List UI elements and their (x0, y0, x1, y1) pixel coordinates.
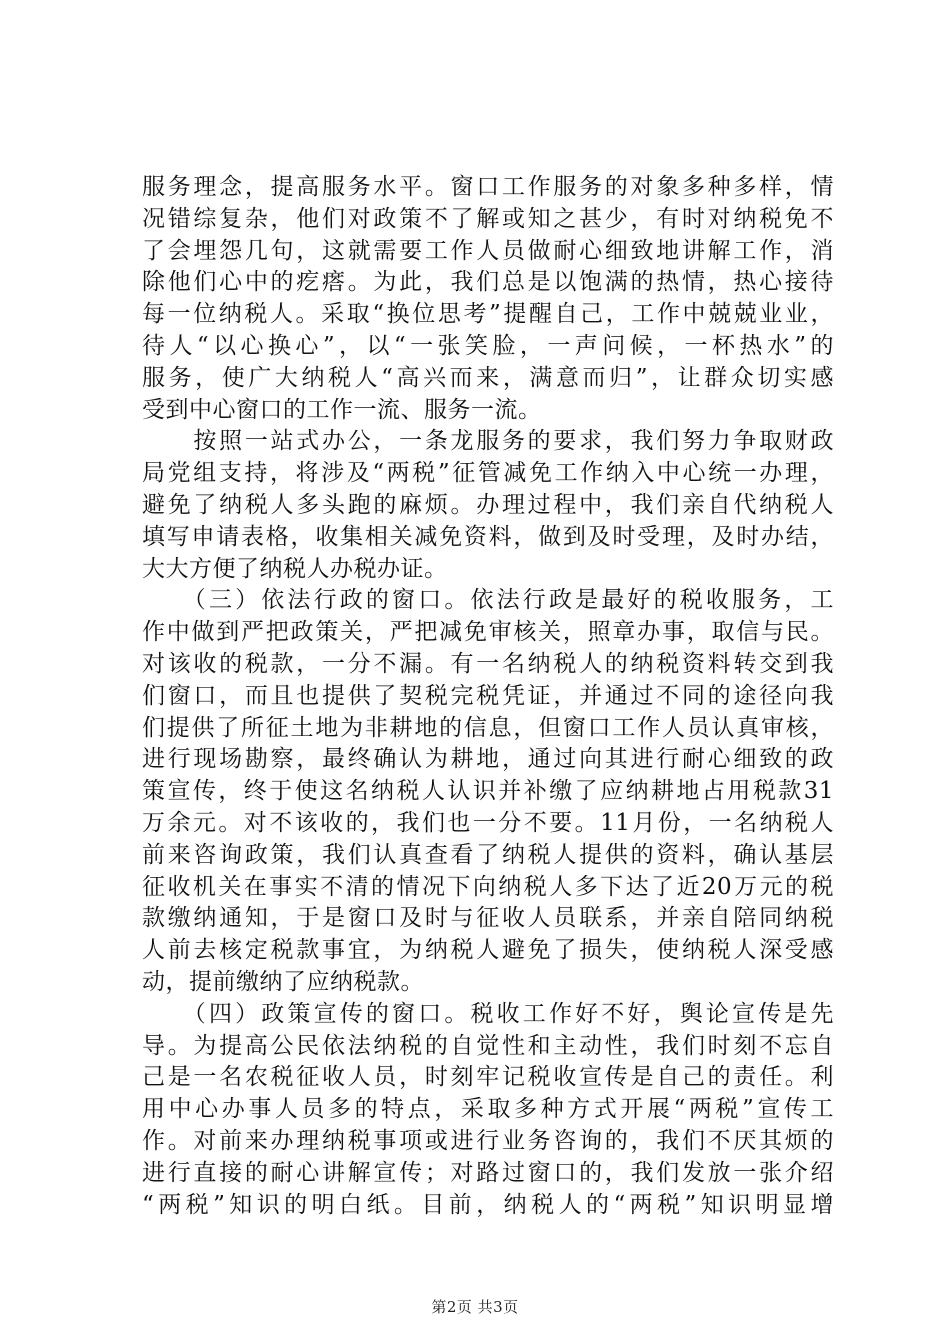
text-line: 对该收的税款，一分不漏。有一名纳税人的纳税资料转交到我 (142, 650, 834, 677)
text-line: 作中做到严把政策关，严把减免审核关，照章办事，取信与民。 (142, 619, 834, 646)
paragraph (142, 426, 834, 585)
text-line: 动，提前缴纳了应纳税款。 (142, 968, 424, 995)
text-line: 人前去核定税款事宜，为纳税人避免了损失，使纳税人深受感 (142, 937, 834, 964)
text-line: 避免了纳税人多头跑的麻烦。办理过程中，我们亲自代纳税人 (142, 491, 834, 518)
document-body (142, 172, 834, 1221)
text-line: 策宣传，终于使这名纳税人认识并补缴了应纳耕地占用税款31 (142, 778, 834, 805)
text-line: 填写申请表格，收集相关减免资料，做到及时受理，及时办结， (142, 523, 834, 550)
text-line: 按照一站式办公，一条龙服务的要求，我们努力争取财政 (142, 428, 834, 455)
text-line: 除他们心中的疙瘩。为此，我们总是以饱满的热情，热心接待 (142, 269, 834, 296)
text-line: 己是一名农税征收人员，时刻牢记税收宣传是自己的责任。利 (142, 1064, 834, 1091)
text-line: 款缴纳通知，于是窗口及时与征收人员联系，并亲自陪同纳税 (142, 905, 834, 932)
text-line: 每一位纳税人。采取“换位思考”提醒自己，工作中兢兢业业， (142, 301, 834, 328)
text-line: 局党组支持，将涉及“两税”征管减免工作纳入中心统一办理， (142, 460, 834, 487)
text-line: 进行直接的耐心讲解宣传；对路过窗口的，我们发放一张介绍 (142, 1159, 834, 1186)
text-line: （三）依法行政的窗口。依法行政是最好的税收服务，工 (142, 587, 834, 614)
text-line: 进行现场勘察，最终确认为耕地，通过向其进行耐心细致的政 (142, 746, 834, 773)
paragraph (142, 172, 834, 426)
paragraph (142, 585, 834, 998)
text-line: 待人“以心换心”，以“一张笑脸，一声问候，一杯热水”的 (142, 332, 834, 359)
text-line: 用中心办事人员多的特点，采取多种方式开展“两税”宣传工 (142, 1096, 834, 1123)
text-line: 况错综复杂，他们对政策不了解或知之甚少，有时对纳税免不 (142, 205, 834, 232)
text-line: 万余元。对不该收的，我们也一分不要。11月份，一名纳税人 (142, 809, 834, 836)
text-line: 服务，使广大纳税人“高兴而来，满意而归”，让群众切实感 (142, 364, 834, 391)
text-line: 作。对前来办理纳税事项或进行业务咨询的，我们不厌其烦的 (142, 1127, 834, 1154)
text-line: 服务理念，提高服务水平。窗口工作服务的对象多种多样，情 (142, 174, 834, 200)
text-line: 大大方便了纳税人办税办证。 (142, 555, 448, 582)
text-line: 前来咨询政策，我们认真查看了纳税人提供的资料，确认基层 (142, 841, 834, 868)
text-line: （四）政策宣传的窗口。税收工作好不好，舆论宣传是先 (142, 1000, 834, 1027)
page-number-footer: 第2页 共3页 (431, 1298, 519, 1316)
text-line: 导。为提高公民依法纳税的自觉性和主动性，我们时刻不忘自 (142, 1032, 834, 1059)
text-line: 了会埋怨几句，这就需要工作人员做耐心细致地讲解工作，消 (142, 237, 834, 264)
text-line: “两税”知识的明白纸。目前，纳税人的“两税”知识明显增 (142, 1191, 834, 1218)
text-line: 们窗口，而且也提供了契税完税凭证，并通过不同的途径向我 (142, 682, 834, 709)
paragraph (142, 999, 834, 1222)
text-line: 们提供了所征土地为非耕地的信息，但窗口工作人员认真审核， (142, 714, 834, 741)
text-line: 征收机关在事实不清的情况下向纳税人多下达了近20万元的税 (142, 873, 834, 900)
text-line: 受到中心窗口的工作一流、服务一流。 (142, 396, 542, 423)
